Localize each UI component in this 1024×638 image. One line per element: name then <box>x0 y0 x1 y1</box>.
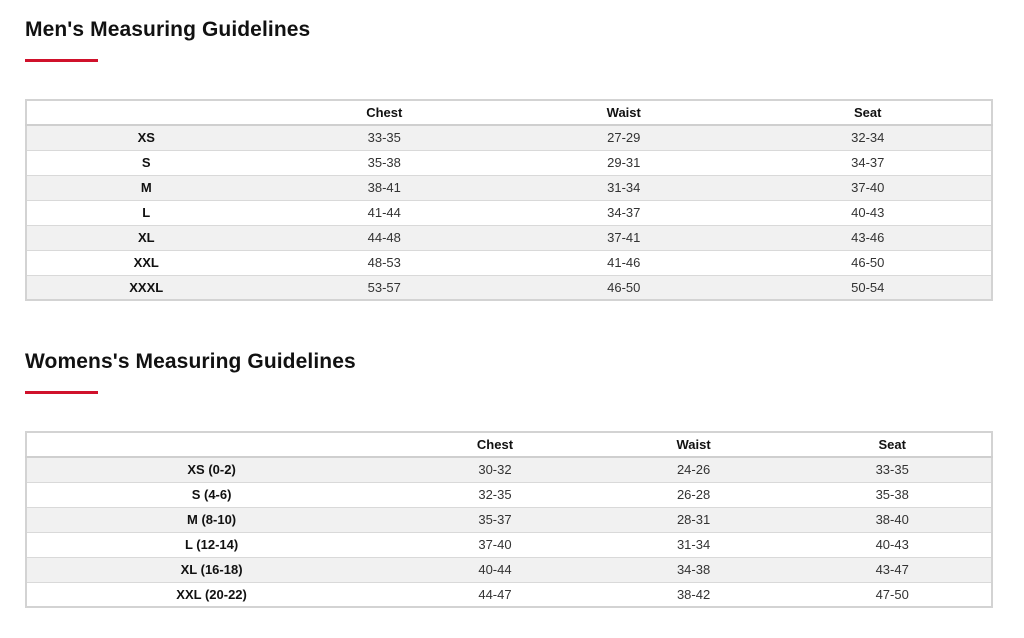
table-row <box>26 225 992 250</box>
mens-cell-chest: 35-38 <box>266 150 504 175</box>
table-row <box>26 582 992 607</box>
womens-cell-seat: 47-50 <box>793 582 992 607</box>
womens-cell-chest: 44-47 <box>396 582 594 607</box>
mens-cell-seat: 37-40 <box>745 175 992 200</box>
mens-cell-seat: 34-37 <box>745 150 992 175</box>
womens-cell-chest: 35-37 <box>396 507 594 532</box>
womens-cell-waist: 28-31 <box>594 507 794 532</box>
mens-cell-seat: 50-54 <box>745 275 992 300</box>
table-row <box>26 200 992 225</box>
mens-cell-chest: 33-35 <box>266 125 504 150</box>
mens-cell-size: L <box>26 200 266 225</box>
womens-cell-seat: 40-43 <box>793 532 992 557</box>
table-row <box>26 457 992 482</box>
mens-header-size <box>26 100 266 125</box>
table-row <box>26 150 992 175</box>
womens-cell-size: XL (16-18) <box>26 557 396 582</box>
womens-header-size <box>26 432 396 457</box>
womens-cell-chest: 37-40 <box>396 532 594 557</box>
mens-table-header <box>26 100 992 125</box>
mens-cell-size: M <box>26 175 266 200</box>
womens-size-table <box>25 431 993 608</box>
womens-table-header <box>26 432 992 457</box>
mens-cell-waist: 41-46 <box>503 250 745 275</box>
table-row <box>26 507 992 532</box>
womens-cell-waist: 31-34 <box>594 532 794 557</box>
womens-cell-size: M (8-10) <box>26 507 396 532</box>
womens-header-chest: Chest <box>396 432 594 457</box>
table-row <box>26 175 992 200</box>
womens-cell-seat: 43-47 <box>793 557 992 582</box>
mens-cell-chest: 44-48 <box>266 225 504 250</box>
mens-size-table <box>25 99 993 301</box>
table-row <box>26 275 992 300</box>
mens-cell-waist: 29-31 <box>503 150 745 175</box>
womens-cell-waist: 38-42 <box>594 582 794 607</box>
table-row <box>26 125 992 150</box>
mens-header-row <box>26 100 992 125</box>
mens-cell-seat: 32-34 <box>745 125 992 150</box>
womens-section-title: Womens's Measuring Guidelines <box>25 350 356 373</box>
mens-header-seat: Seat <box>745 100 992 125</box>
womens-cell-size: L (12-14) <box>26 532 396 557</box>
womens-cell-seat: 35-38 <box>793 482 992 507</box>
mens-cell-waist: 37-41 <box>503 225 745 250</box>
womens-header-waist: Waist <box>594 432 794 457</box>
womens-cell-size: S (4-6) <box>26 482 396 507</box>
womens-title-accent-bar <box>25 391 98 394</box>
mens-table-body <box>26 125 992 300</box>
mens-cell-chest: 41-44 <box>266 200 504 225</box>
mens-cell-waist: 34-37 <box>503 200 745 225</box>
womens-cell-seat: 33-35 <box>793 457 992 482</box>
mens-title-accent-bar <box>25 59 98 62</box>
womens-header-seat: Seat <box>793 432 992 457</box>
table-row <box>26 557 992 582</box>
mens-cell-seat: 46-50 <box>745 250 992 275</box>
womens-cell-waist: 26-28 <box>594 482 794 507</box>
womens-cell-size: XXL (20-22) <box>26 582 396 607</box>
womens-cell-chest: 30-32 <box>396 457 594 482</box>
table-row <box>26 250 992 275</box>
womens-table-body <box>26 457 992 607</box>
mens-cell-chest: 38-41 <box>266 175 504 200</box>
mens-cell-size: S <box>26 150 266 175</box>
womens-cell-chest: 40-44 <box>396 557 594 582</box>
mens-cell-chest: 48-53 <box>266 250 504 275</box>
mens-cell-size: XXXL <box>26 275 266 300</box>
womens-cell-waist: 34-38 <box>594 557 794 582</box>
mens-cell-size: XL <box>26 225 266 250</box>
table-row <box>26 532 992 557</box>
mens-cell-size: XS <box>26 125 266 150</box>
womens-cell-size: XS (0-2) <box>26 457 396 482</box>
mens-header-waist: Waist <box>503 100 745 125</box>
womens-cell-waist: 24-26 <box>594 457 794 482</box>
mens-section-title: Men's Measuring Guidelines <box>25 18 311 41</box>
mens-cell-chest: 53-57 <box>266 275 504 300</box>
womens-header-row <box>26 432 992 457</box>
mens-cell-waist: 46-50 <box>503 275 745 300</box>
mens-cell-seat: 43-46 <box>745 225 992 250</box>
womens-cell-seat: 38-40 <box>793 507 992 532</box>
mens-cell-waist: 31-34 <box>503 175 745 200</box>
mens-cell-seat: 40-43 <box>745 200 992 225</box>
womens-cell-chest: 32-35 <box>396 482 594 507</box>
mens-header-chest: Chest <box>266 100 504 125</box>
mens-cell-size: XXL <box>26 250 266 275</box>
mens-cell-waist: 27-29 <box>503 125 745 150</box>
table-row <box>26 482 992 507</box>
